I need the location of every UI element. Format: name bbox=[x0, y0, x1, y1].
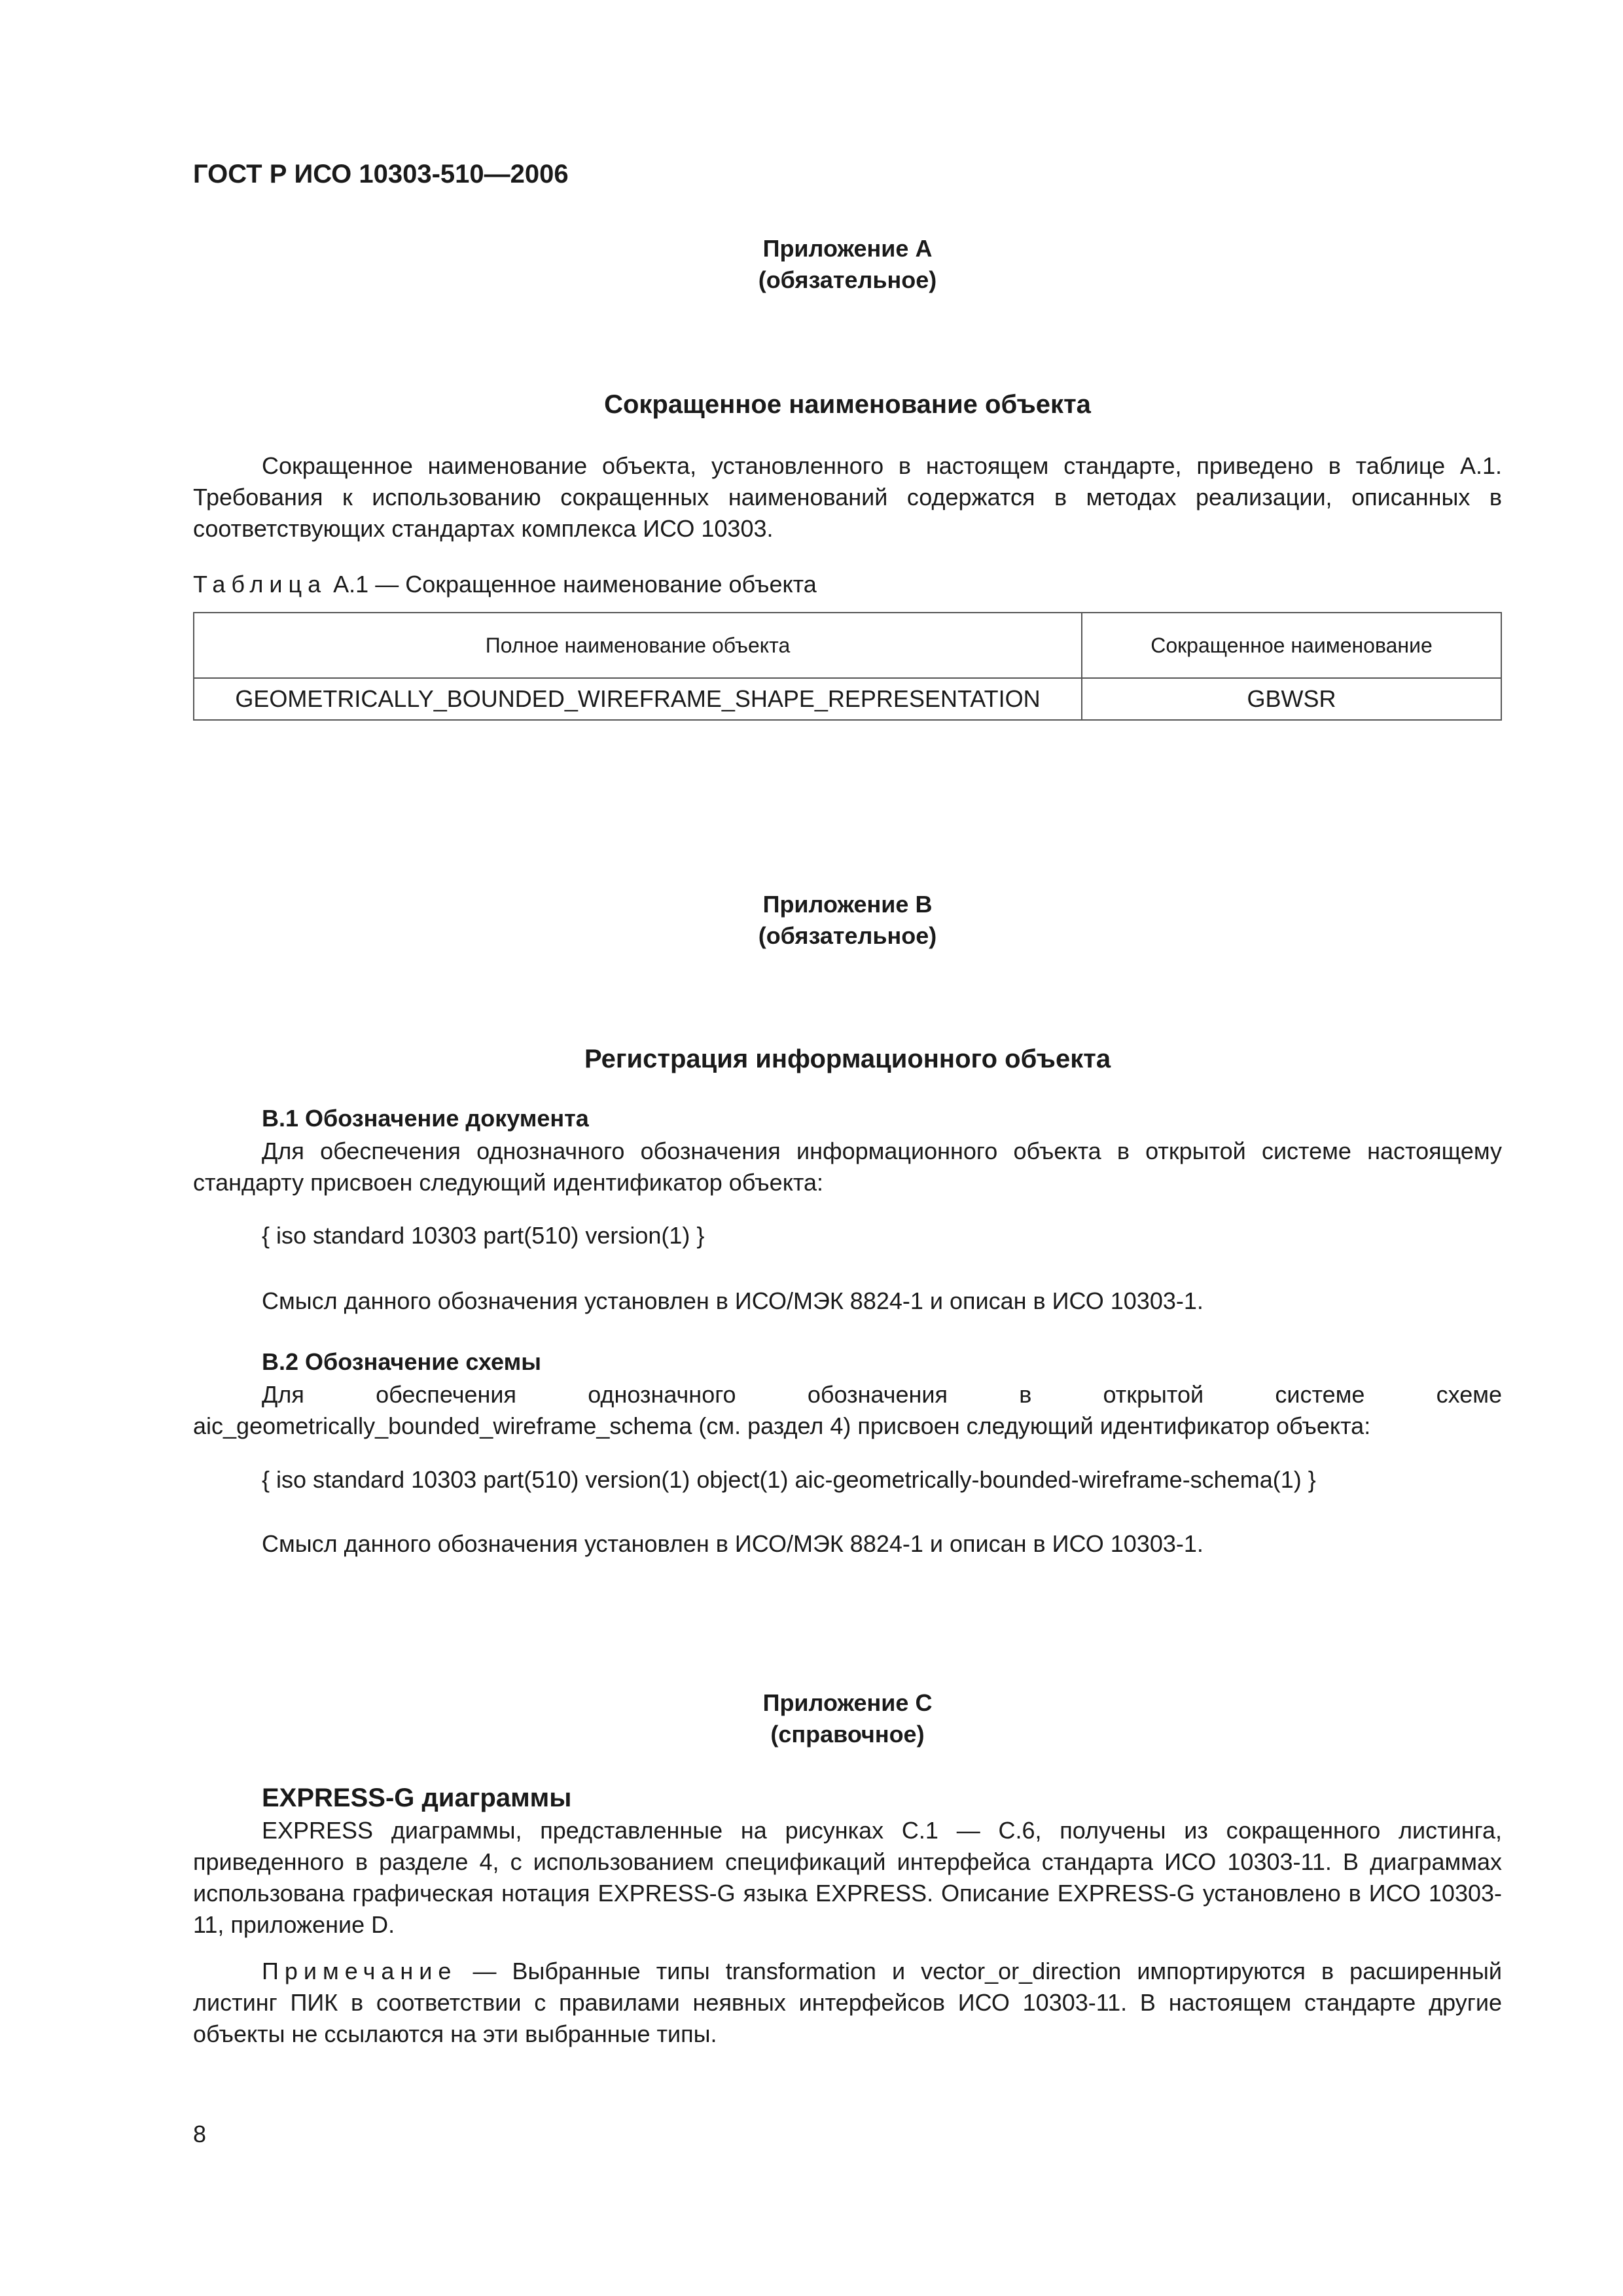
appendix-b-heading bbox=[193, 889, 1502, 952]
table-row bbox=[194, 678, 1501, 720]
appendix-a-status: (обязательное) bbox=[758, 266, 937, 293]
table-header-short-name: Сокращенное наименование bbox=[1082, 613, 1501, 678]
table-caption bbox=[193, 571, 817, 598]
abbreviation-table bbox=[193, 612, 1502, 721]
section-b1-meaning: Смысл данного обозначения установлен в ИСО/МЭК 8824-1 и описан в ИСО 10303-1. bbox=[262, 1287, 1204, 1314]
section-b2-identifier: { iso standard 10303 part(510) version(1) object(1) aic-geometrically-bounded-wireframe-schema(1) } bbox=[262, 1466, 1316, 1493]
section-b2-meaning: Смысл данного обозначения установлен в ИСО/МЭК 8824-1 и описан в ИСО 10303-1. bbox=[262, 1530, 1204, 1557]
page-number: 8 bbox=[193, 2121, 207, 2147]
section-b1-heading: В.1 Обозначение документа bbox=[262, 1105, 589, 1132]
table-cell-short-name: GBWSR bbox=[1082, 678, 1501, 720]
appendix-b-title: Регистрация информационного объекта bbox=[584, 1045, 1111, 1073]
appendix-c-note bbox=[193, 1956, 1502, 2050]
appendix-a-paragraph: Сокращенное наименование объекта, установленного в настоящем стандарте, приведено в таблице А.1. Требования к использованию сокращенных наименований содержатся в методах реализации, описанных в соответствующих стандартах комплекса ИСО 10303. bbox=[193, 452, 1502, 542]
table-caption-word: Таблица bbox=[193, 571, 327, 598]
note-word: Примечание bbox=[262, 1958, 457, 1984]
appendix-c-title: EXPRESS-G диаграммы bbox=[262, 1784, 572, 1812]
appendix-c-heading bbox=[193, 1687, 1502, 1750]
appendix-c-status: (справочное) bbox=[770, 1721, 925, 1748]
appendix-c-paragraph: EXPRESS диаграммы, представленные на рисунках С.1 — С.6, получены из сокращенного листинга, приведенного в разделе 4, с использованием спецификаций интерфейса стандарта ИСО 10303-11. В диаграммах использована графическая нотация EXPRESS-G языка EXPRESS. Описание EXPRESS-G установлено в ИСО 10303-11, приложение D. bbox=[193, 1817, 1502, 1938]
appendix-a-heading bbox=[193, 233, 1502, 296]
appendix-a-title: Сокращенное наименование объекта bbox=[604, 390, 1091, 419]
section-b2-paragraph: Для обеспечения однозначного обозначения в открытой системе схеме aic_geometrically_bounded_wireframe_schema (см. раздел 4) присвоен следующий идентификатор объекта: bbox=[193, 1381, 1502, 1439]
section-b2-heading: В.2 Обозначение схемы bbox=[262, 1348, 541, 1375]
appendix-c-label: Приложение С bbox=[762, 1689, 933, 1716]
appendix-b-label: Приложение В bbox=[762, 891, 933, 918]
appendix-a-label: Приложение А bbox=[762, 235, 933, 262]
section-b1-paragraph: Для обеспечения однозначного обозначения информационного объекта в открытой системе настоящему стандарту присвоен следующий идентификатор объекта: bbox=[193, 1138, 1502, 1196]
appendix-b-status: (обязательное) bbox=[758, 922, 937, 949]
table-cell-full-name: GEOMETRICALLY_BOUNDED_WIREFRAME_SHAPE_REPRESENTATION bbox=[194, 678, 1082, 720]
table-caption-text: А.1 — Сокращенное наименование объекта bbox=[333, 571, 817, 598]
section-b1-identifier: { iso standard 10303 part(510) version(1) } bbox=[262, 1222, 705, 1249]
table-header-row bbox=[194, 613, 1501, 678]
table-header-full-name: Полное наименование объекта bbox=[194, 613, 1082, 678]
document-header: ГОСТ Р ИСО 10303-510—2006 bbox=[193, 160, 569, 188]
note-text: — Выбранные типы transformation и vector_or_direction импортируются в расширенный листинг ПИК в соответствии с правилами неявных интерфейсов ИСО 10303-11. В настоящем стандарте другие объекты не ссылаются на эти выбранные типы. bbox=[193, 1958, 1502, 2047]
